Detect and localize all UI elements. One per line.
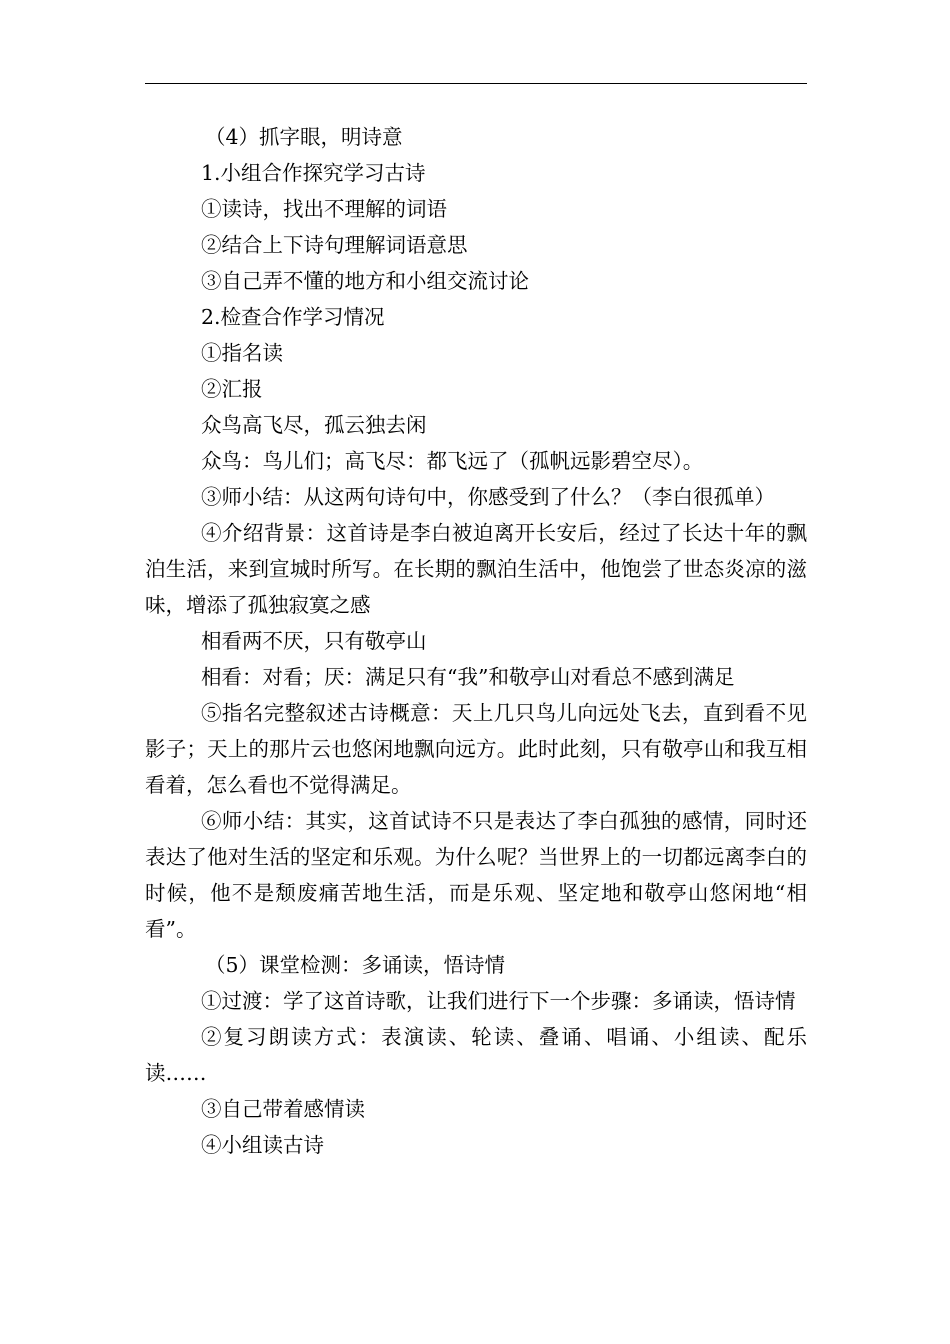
section-heading-4: （4）抓字眼，明诗意 xyxy=(205,125,403,149)
list-item: ②汇报 xyxy=(201,377,263,401)
list-item: ①读诗，找出不理解的词语 xyxy=(201,197,447,221)
list-item: ④小组读古诗 xyxy=(201,1133,324,1157)
list-item: ①指名读 xyxy=(201,341,283,365)
subheading-group-study: 1.小组合作探究学习古诗 xyxy=(201,161,426,185)
section-heading-5: （5）课堂检测：多诵读，悟诗情 xyxy=(205,953,506,977)
word-explanation: 相看：对看；厌：满足只有“我”和敬亭山对看总不感到满足 xyxy=(201,665,735,689)
poem-line: 相看两不厌，只有敬亭山 xyxy=(201,629,427,653)
list-item: ②结合上下诗句理解词语意思 xyxy=(201,233,468,257)
poem-line: 众鸟高飞尽，孤云独去闲 xyxy=(201,413,427,437)
list-item: ③自己弄不懂的地方和小组交流讨论 xyxy=(201,269,529,293)
header-rule xyxy=(145,83,807,84)
list-item: ③自己带着感情读 xyxy=(201,1097,365,1121)
list-item: ①过渡：学了这首诗歌，让我们进行下一个步骤：多诵读，悟诗情 xyxy=(201,989,796,1013)
subheading-check-study: 2.检查合作学习情况 xyxy=(201,305,385,329)
list-item: ②复习朗读方式：表演读、轮读、叠诵、唱诵、小组读、配乐读…… xyxy=(145,1025,807,1085)
summary-paragraph: ⑥师小结：其实，这首试诗不只是表达了李白孤独的感情，同时还表达了他对生活的坚定和乐观。为什么呢？当世界上的一切都远离李白的时候，他不是颓废痛苦地生活，而是乐观、坚定地和敬亭山悠闲地“相看”。 xyxy=(145,809,807,941)
document-body xyxy=(145,119,807,1163)
list-item: ③师小结：从这两句诗句中，你感受到了什么？（李白很孤单） xyxy=(201,485,775,509)
word-explanation: 众鸟：鸟儿们；高飞尽：都飞远了（孤帆远影碧空尽）。 xyxy=(201,449,704,473)
background-paragraph: ④介绍背景：这首诗是李白被迫离开长安后，经过了长达十年的飘泊生活，来到宣城时所写。在长期的飘泊生活中，他饱尝了世态炎凉的滋味，增添了孤独寂寞之感 xyxy=(145,521,807,617)
summary-paragraph: ⑤指名完整叙述古诗概意：天上几只鸟儿向远处飞去，直到看不见影子；天上的那片云也悠闲地飘向远方。此时此刻，只有敬亭山和我互相看着，怎么看也不觉得满足。 xyxy=(145,701,807,797)
